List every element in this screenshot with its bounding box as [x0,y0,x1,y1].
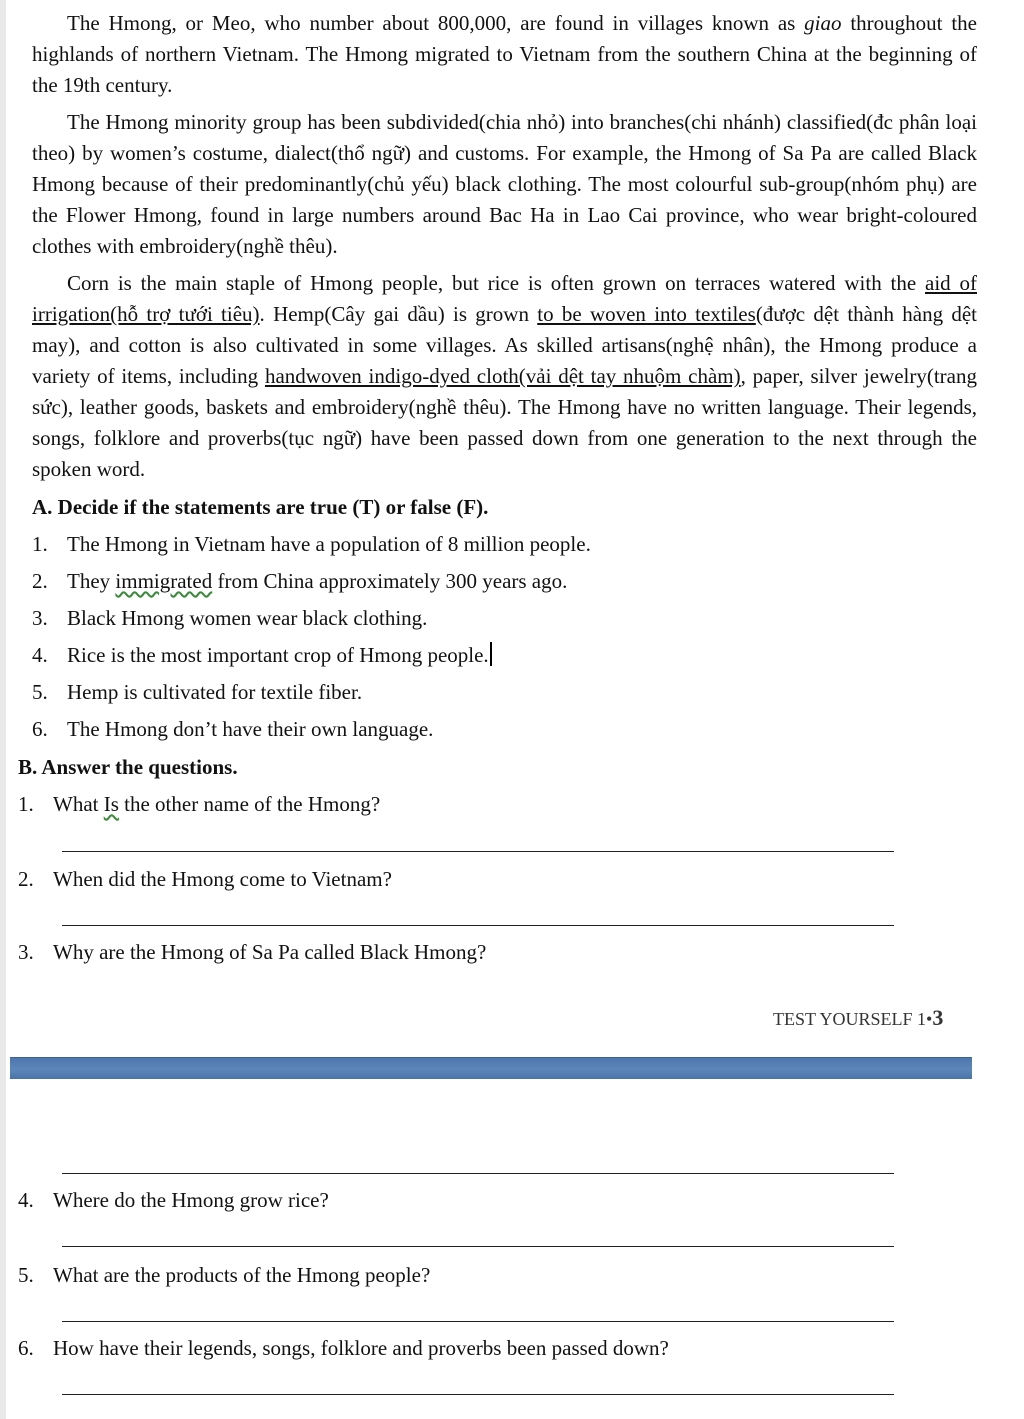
item-number: 3. [18,940,34,964]
answer-line[interactable] [62,1173,894,1174]
question-text: the other name of the Hmong? [118,792,381,816]
item-number: 6. [32,717,48,741]
item-number: 5. [32,680,48,704]
page-edge [0,0,6,1419]
statement-item [32,531,591,557]
statement-text: Hemp is cultivated for textile fiber. [67,680,363,704]
item-number: 4. [18,1188,34,1212]
page-footer [773,1005,943,1031]
passage-text: (được dệt thành hàng dệt may), and cotton is also cultivated in some villages. As skilled artisans(nghệ nhân), the Hmong produce a variety of items, including [32,302,978,388]
passage-text: throughout the highlands of northern Vietnam. The Hmong migrated to Vietnam from the southern China at the beginning of the 19th century. [32,11,977,97]
item-number: 4. [32,643,48,667]
statement-item [32,679,362,705]
underlined-phrase: handwoven indigo-dyed cloth(vải dệt tay nhuộm chàm) [264,364,741,388]
question-item [18,1335,669,1361]
statement-item [32,568,567,594]
passage-paragraph-3 [32,268,977,485]
passage-text: , paper, silver jewelry(trang sức), leather goods, baskets and embroidery(nghề thêu). The Hmong have no written language. Their legends, songs, folklore and proverbs(tục ngữ) have been passed down from one generation to the next through the spoken word. [32,364,977,481]
section-a-heading: A. Decide if the statements are true (T) or false (F). [32,495,489,519]
statement-item [32,642,492,668]
question-text: How have their legends, songs, folklore and proverbs been passed down? [53,1336,669,1360]
item-number: 1. [18,792,34,816]
italic-term: giao [804,11,842,35]
answer-line[interactable] [62,851,894,852]
question-item [18,939,486,965]
spellcheck-flagged-word[interactable]: immigrated [115,569,213,593]
question-text: What [53,792,104,816]
page-number: 3 [932,1005,944,1030]
underlined-phrase: to be woven into textiles [537,302,756,326]
answer-line[interactable] [62,925,894,926]
question-item [18,866,392,892]
passage-text: . Hemp(Cây gai dầu) is grown [259,302,538,326]
question-text: Where do the Hmong grow rice? [53,1188,329,1212]
section-b-heading: B. Answer the questions. [18,755,238,779]
footer-separator: • [926,1009,933,1029]
statement-text: Rice is the most important crop of Hmong people. [67,643,489,667]
passage-paragraph-2: The Hmong minority group has been subdivided(chia nhỏ) into branches(chi nhánh) classified(đc phân loại theo) by women’s costume, dialect(thổ ngữ) and customs. For example, the Hmong of Sa Pa are called Black Hmong because of their predominantly(chủ yếu) black clothing. The most colourful sub-group(nhóm phụ) are the Flower Hmong, found in large numbers around Bac Ha in Lao Cai province, who wear bright-coloured clothes with embroidery(nghề thêu). [32,110,977,258]
statement-text: The Hmong in Vietnam have a population of 8 million people. [67,532,591,556]
item-number: 2. [18,867,34,891]
answer-line[interactable] [62,1321,894,1322]
question-text: When did the Hmong come to Vietnam? [53,867,392,891]
statement-item [32,716,433,742]
statement-text: The Hmong don’t have their own language. [67,717,434,741]
underlined-phrase: aid of irrigation(hỗ trợ tưới tiêu) [32,271,977,326]
item-number: 3. [32,606,48,630]
question-text: What are the products of the Hmong people? [53,1263,431,1287]
spellcheck-flagged-word[interactable]: Is [103,792,119,816]
item-number: 5. [18,1263,34,1287]
page-break-band [10,1057,972,1079]
question-text: Why are the Hmong of Sa Pa called Black Hmong? [53,940,487,964]
statement-text: Black Hmong women wear black clothing. [67,606,428,630]
answer-line[interactable] [62,1246,894,1247]
item-number: 2. [32,569,48,593]
passage-paragraph-1 [32,8,977,101]
answer-line[interactable] [62,1394,894,1395]
question-item [18,1262,430,1288]
footer-label: TEST YOURSELF 1 [773,1009,927,1029]
question-item [18,791,380,817]
passage-text: The Hmong, or Meo, who number about 800,000, are found in villages known as [67,11,805,35]
item-number: 6. [18,1336,34,1360]
text-cursor [490,642,492,666]
statement-item [32,605,427,631]
passage-text: Corn is the main staple of Hmong people, but rice is often grown on terraces watered with the [67,271,926,295]
statement-text: from China approximately 300 years ago. [212,569,568,593]
item-number: 1. [32,532,48,556]
statement-text: They [67,569,116,593]
question-item [18,1187,329,1213]
